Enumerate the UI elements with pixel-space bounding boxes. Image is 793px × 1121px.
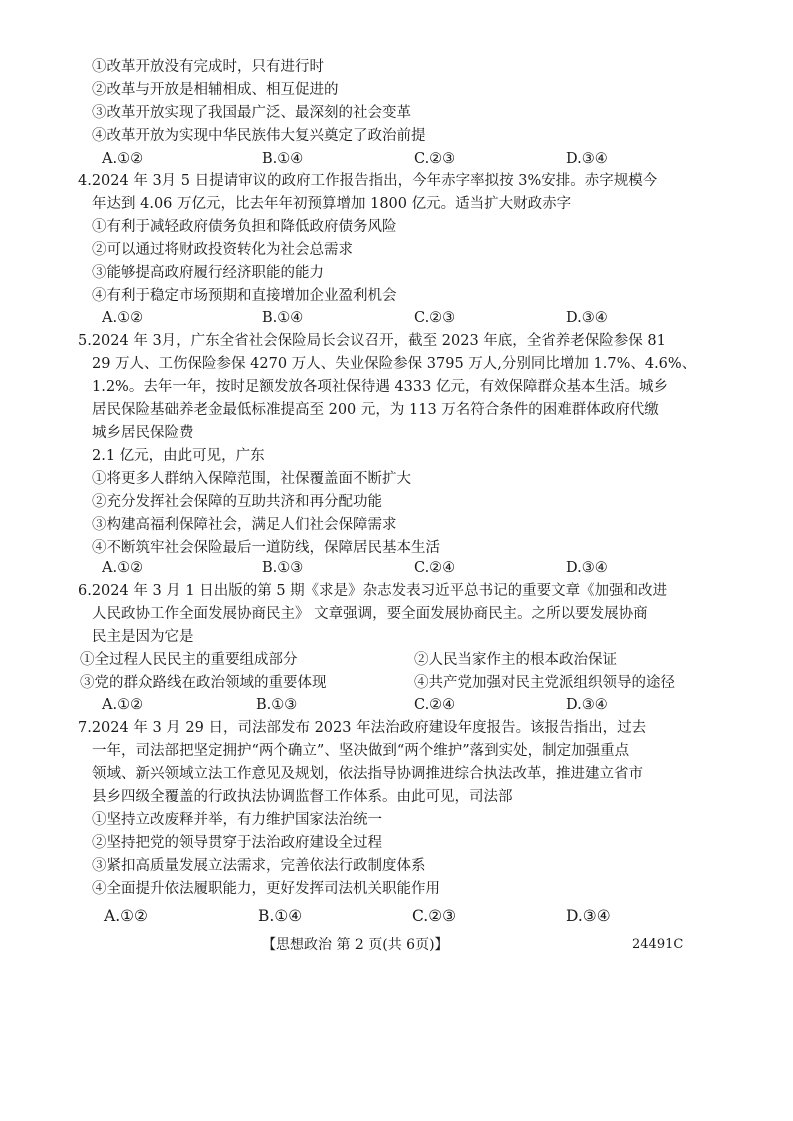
q5-stem-line-2: 29 万人、工伤保险参保 4270 万人、失业保险参保 3795 万人,分别同比增加 1.7%、4.6%、 [92,356,697,372]
q7-item-1: ①坚持立改废释并举，有力维护国家法治统一 [92,812,382,828]
q7-option-c: C.②③ [412,907,457,925]
q5-item-3: ③构建高福利保障社会，满足人们社会保障需求 [92,517,397,533]
q4-stem-line-2: 年达到 4.06 万亿元，比去年年初预算增加 1800 亿元。适当扩大财政赤字 [92,196,572,212]
q5-stem-line-6: 2.1 亿元，由此可见，广东 [92,448,265,464]
q5-option-c: C.②④ [414,560,456,576]
q3-option-a: A.①② [102,151,144,167]
q7-stem-line-4: 县乡四级全覆盖的行政执法协调监督工作体系。由此可见，司法部 [92,789,513,805]
q7-stem-line-1: 7.2024 年 3 月 29 日，司法部发布 2023 年法治政府建设年度报告。该报告指出，过去 [78,720,647,736]
q7-item-4: ④全面提升依法履职能力，更好发挥司法机关职能作用 [92,881,440,897]
q5-option-b: B.①③ [262,560,304,576]
q6-stem-line-3: 民主是因为它是 [92,629,194,645]
q7-item-3: ③紧扣高质量发展立法需求，完善依法行政制度体系 [92,858,426,874]
q3-item-4: ④改革开放为实现中华民族伟大复兴奠定了政治前提 [92,128,426,144]
q6-item-2: ②人民当家作主的根本政治保证 [414,652,617,668]
q4-option-c: C.②③ [414,310,456,326]
q7-option-b: B.①④ [258,907,303,925]
q6-item-1: ①全过程人民民主的重要组成部分 [80,652,298,668]
q6-option-b: B.①③ [256,697,298,713]
q3-item-2: ②改革与开放是相辅相成、相互促进的 [92,82,339,98]
q6-option-d: D.③④ [566,697,608,713]
q4-item-3: ③能够提高政府履行经济职能的能力 [92,265,324,281]
q5-option-d: D.③④ [566,560,608,576]
q3-item-1: ①改革开放没有完成时，只有进行时 [92,59,324,75]
q4-option-d: D.③④ [566,310,608,326]
q5-stem-line-4: 居民保险基础养老金最低标准提高至 200 元，为 113 万名符合条件的困难群体政府代缴 [92,402,659,418]
q3-option-b: B.①④ [262,151,304,167]
q3-option-c: C.②③ [414,151,456,167]
q5-stem-line-3: 1.2%。去年一年，按时足额发放各项社保待遇 4333 亿元，有效保障群众基本生活。城乡 [92,379,668,395]
q3-item-3: ③改革开放实现了我国最广泛、最深刻的社会变革 [92,105,411,121]
q6-stem-line-1: 6.2024 年 3 月 1 日出版的第 5 期《求是》杂志发表习近平总书记的重要文章《加强和改进 [78,583,668,599]
q6-option-c: C.②④ [414,697,456,713]
q5-item-4: ④不断筑牢社会保险最后一道防线，保障居民基本生活 [92,540,440,556]
q4-item-4: ④有利于稳定市场预期和直接增加企业盈利机会 [92,288,397,304]
q5-stem-line-5: 城乡居民保险费 [92,425,194,441]
q6-item-4: ④共产党加强对民主党派组织领导的途径 [414,675,675,691]
q5-option-a: A.①② [102,560,144,576]
q5-item-2: ②充分发挥社会保障的互助共济和再分配功能 [92,494,382,510]
q5-stem-line-1: 5.2024 年 3月，广东全省社会保险局长会议召开，截至 2023 年底，全省养老保险参保 81 [78,333,666,349]
q7-item-2: ②坚持把党的领导贯穿于法治政府建设全过程 [92,835,382,851]
q6-item-3: ③党的群众路线在政治领域的重要体现 [80,675,327,691]
q4-option-a: A.①② [102,310,144,326]
q4-item-2: ②可以通过将财政投资转化为社会总需求 [92,242,353,258]
q7-stem-line-2: 一年，司法部把坚定拥护“两个确立”、坚决做到“两个维护”落到实处，制定加强重点 [92,743,630,759]
q6-stem-line-2: 人民政协工作全面发展协商民主》 文章强调，要全面发展协商民主。之所以要发展协商 [92,606,648,622]
q3-option-d: D.③④ [566,151,608,167]
q4-option-b: B.①④ [262,310,304,326]
q4-stem-line-1: 4.2024 年 3月 5 日提请审议的政府工作报告指出，今年赤字率拟按 3%安排。赤字规模今 [78,173,658,189]
q5-item-1: ①将更多人群纳入保障范围，社保覆盖面不断扩大 [92,471,411,487]
footer-exam-code: 24491C [632,937,684,952]
q7-option-a: A.①② [104,907,148,925]
q7-option-d: D.③④ [566,907,611,925]
q7-stem-line-3: 领域、新兴领域立法工作意见及规划，依法指导协调推进综合执法改革，推进建立省市 [92,766,643,782]
footer-page-label: 【思想政治 第 2 页(共 6页)】 [262,937,449,953]
q6-option-a: A.①② [102,697,144,713]
q4-item-1: ①有利于减轻政府债务负担和降低政府债务风险 [92,219,397,235]
